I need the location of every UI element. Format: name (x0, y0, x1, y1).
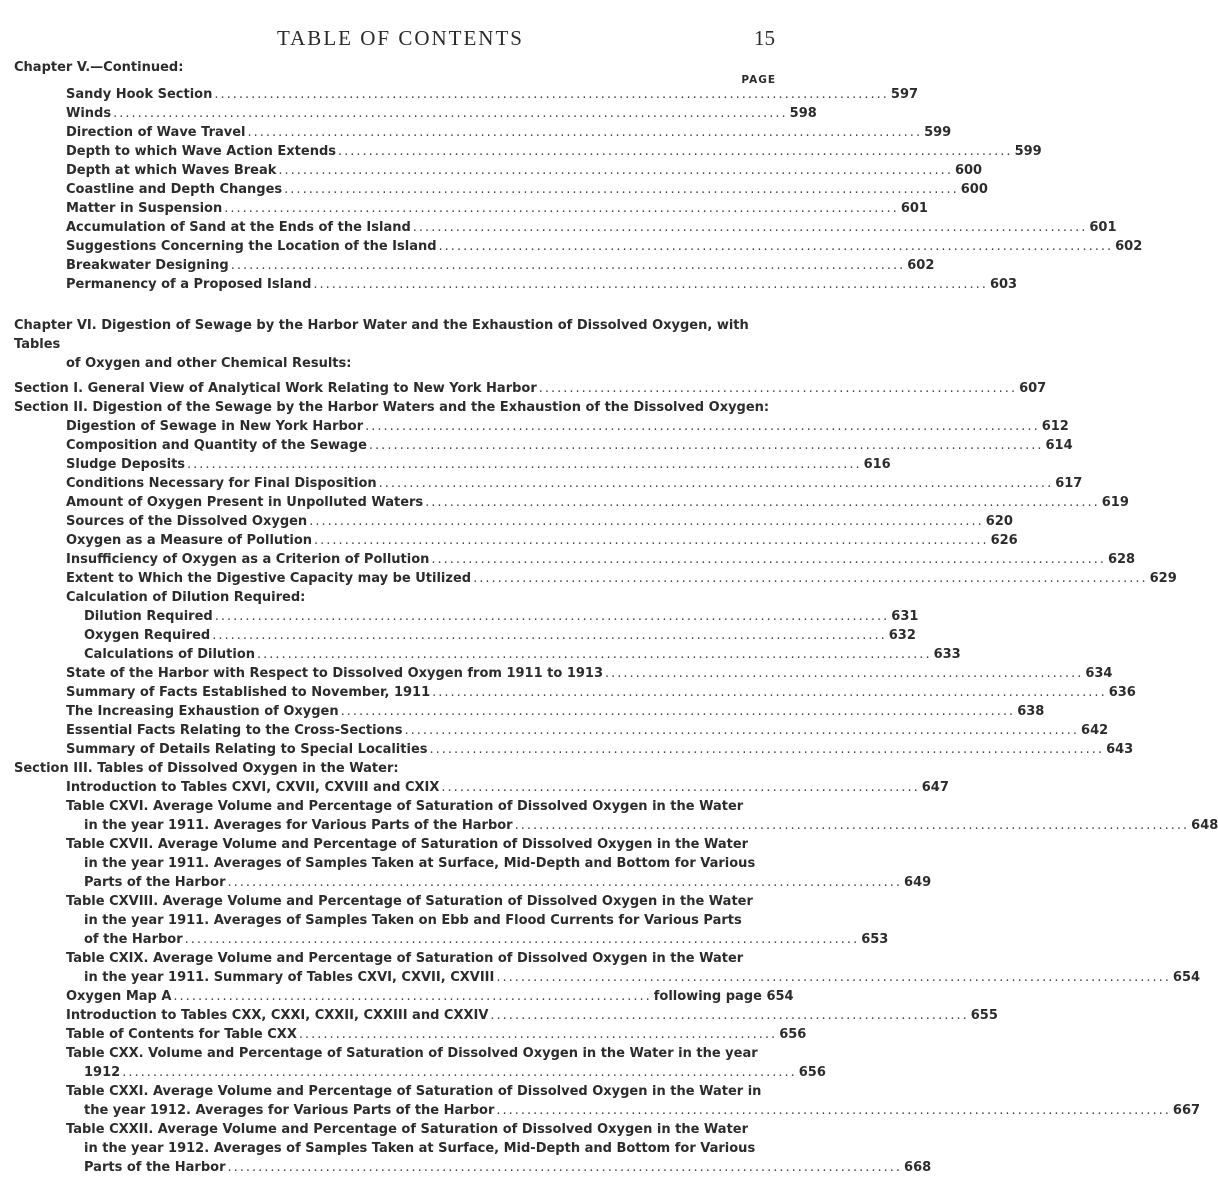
section-1-page: 607 (1019, 381, 1047, 396)
page-number: 15 (754, 26, 775, 50)
leader-dots: .............................................................................................................. (431, 552, 1106, 567)
toc-entry-label: Dilution Required (84, 609, 213, 624)
toc-entry-label: Summary of Facts Established to November, 1911 (66, 685, 431, 700)
leader-dots: .............................................................................................................. (432, 685, 1107, 700)
map-page: following page 654 (653, 989, 794, 1004)
section-3-heading: Section III. Tables of Dissolved Oxygen in the Water: (14, 761, 399, 776)
toc-entry[interactable] (14, 436, 1073, 455)
chapter-vi-heading-cont: of Oxygen and other Chemical Results: (66, 356, 352, 371)
chapter-v-entries (14, 85, 1143, 294)
tables2-entries (14, 1044, 1201, 1177)
toc-entry-label: Depth at which Waves Break (66, 163, 277, 178)
calculation-entries (14, 607, 961, 664)
page-header (0, 26, 801, 50)
toc-entry[interactable] (14, 645, 961, 664)
table-entry-line: Table CXXII. Average Volume and Percentage of Saturation of Dissolved Oxygen in the Water (66, 1122, 749, 1137)
toc-entry-page: 599 (924, 125, 952, 140)
contents-cxx-page: 656 (779, 1027, 807, 1042)
toc-entry-label: Composition and Quantity of the Sewage (66, 438, 367, 453)
toc-entry-label: Extent to Which the Digestive Capacity may be Utilized (66, 571, 472, 586)
toc-entry-label: Amount of Oxygen Present in Unpolluted Waters (66, 495, 424, 510)
toc-entry[interactable] (14, 455, 891, 474)
intro2-label: Introduction to Tables CXX, CXXI, CXXII, CXXIII and CXXIV (66, 1008, 489, 1023)
toc-entry[interactable] (14, 161, 983, 180)
toc-entry-label: Suggestions Concerning the Location of the Island (66, 239, 437, 254)
table-entry-line: Table CXVI. Average Volume and Percentage of Saturation of Dissolved Oxygen in the Water (66, 799, 744, 814)
toc-entry-label: Essential Facts Relating to the Cross-Sections (66, 723, 403, 738)
toc-entry-page: 598 (789, 106, 817, 121)
toc-entry[interactable] (14, 142, 1042, 161)
toc-content (14, 58, 1218, 1177)
table-entry-line: Table CXX. Volume and Percentage of Saturation of Dissolved Oxygen in the Water in the year (66, 1046, 758, 1061)
table-entry-label: 1912 (84, 1065, 121, 1080)
chapter-vi-heading: Chapter VI. Digestion of Sewage by the Harbor Water and the Exhaustion of Dissolved Oxygen, with Tables (14, 318, 749, 352)
chapter-v-heading: Chapter V.—Continued: (14, 60, 184, 75)
toc-entry-label: The Increasing Exhaustion of Oxygen (66, 704, 339, 719)
toc-entry-page: 601 (1089, 220, 1117, 235)
state-label: State of the Harbor with Respect to Dissolved Oxygen from 1911 to 1913 (66, 666, 604, 681)
table-entry[interactable] (14, 835, 932, 892)
toc-entry-label: Calculations of Dilution (84, 647, 256, 662)
table-entry[interactable] (14, 892, 889, 949)
toc-entry-label: Sandy Hook Section (66, 87, 213, 102)
toc-entry-page: 629 (1149, 571, 1177, 586)
section-2-entries (14, 417, 1177, 588)
toc-entry-page: 643 (1106, 742, 1134, 757)
leader-dots: .............................................................................................................. (496, 970, 1171, 985)
state-entries (14, 683, 1136, 759)
leader-dots: .............................................................................................................. (212, 628, 887, 643)
toc-entry-page: 638 (1017, 704, 1045, 719)
leader-dots: .............................................................................................................. (113, 106, 788, 121)
toc-entry-label: Matter in Suspension (66, 201, 223, 216)
leader-dots: .............................................................................................................. (227, 875, 903, 890)
table-entry-label: in the year 1911. Averages for Various Parts of the Harbor (84, 818, 513, 833)
page-column-label: PAGE (741, 74, 776, 86)
leader-dots: .............................................................................................................. (184, 932, 860, 947)
leader-dots: .............................................................................................................. (247, 125, 923, 140)
calculation-heading: Calculation of Dilution Required: (66, 590, 306, 605)
leader-dots: .............................................................................................................. (309, 514, 984, 529)
table-entry[interactable] (14, 949, 1201, 987)
table-entry-line: Table CXVII. Average Volume and Percentage of Saturation of Dissolved Oxygen in the Water (66, 837, 749, 852)
toc-entry-page: 631 (891, 609, 919, 624)
map-label: Oxygen Map A (66, 989, 172, 1004)
toc-entry[interactable] (14, 123, 952, 142)
leader-dots: .............................................................................................................. (230, 258, 906, 273)
leader-dots: .............................................................................................................. (313, 277, 988, 292)
table-entry[interactable] (14, 1082, 1201, 1120)
toc-entry-page: 620 (985, 514, 1013, 529)
toc-entry[interactable]: Table of Contents for Table CXX .............................................................................. 656 (66, 1027, 807, 1042)
toc-entry[interactable] (14, 683, 1136, 702)
toc-entry[interactable] (14, 417, 1069, 436)
toc-entry-label: Oxygen as a Measure of Pollution (66, 533, 313, 548)
toc-entry-page: 642 (1081, 723, 1109, 738)
toc-entry-label: Coastline and Depth Changes (66, 182, 283, 197)
toc-entry-label: Winds (66, 106, 112, 121)
toc-entry[interactable] (14, 531, 1018, 550)
toc-entry-label: Depth to which Wave Action Extends (66, 144, 336, 159)
leader-dots: .............................................................................................................. (257, 647, 932, 662)
toc-entry[interactable] (14, 607, 919, 626)
toc-entry-label: Oxygen Required (84, 628, 211, 643)
toc-entry[interactable] (14, 256, 935, 275)
toc-entry-page: 628 (1107, 552, 1136, 567)
table-entry-page: 654 (1172, 970, 1201, 985)
toc-entry-page: 614 (1045, 438, 1073, 453)
leader-dots: .............................................................................................................. (338, 144, 1013, 159)
toc-entry[interactable]: Oxygen Map A .............................................................................. following page 654 (66, 989, 794, 1004)
table-entry[interactable] (14, 1044, 826, 1082)
intro-page: 647 (921, 780, 949, 795)
toc-entry[interactable] (14, 199, 928, 218)
contents-cxx-label: Table of Contents for Table CXX (66, 1027, 297, 1042)
toc-entry-page: 636 (1108, 685, 1136, 700)
leader-dots: .............................................................................................................. (214, 609, 890, 624)
toc-entry[interactable] (14, 237, 1143, 256)
intro-label: Introduction to Tables CXVI, CXVII, CXVIII and CXIX (66, 780, 440, 795)
intro2-page: 655 (970, 1008, 998, 1023)
table-entry-label: Parts of the Harbor (84, 875, 226, 890)
toc-entry[interactable] (14, 512, 1013, 531)
leader-dots: .............................................................................................................. (378, 476, 1054, 491)
toc-entry[interactable] (14, 721, 1109, 740)
table-entry[interactable] (14, 797, 1218, 835)
toc-entry-page: 602 (907, 258, 935, 273)
toc-entry-page: 600 (960, 182, 988, 197)
leader-dots: .............................................................................................................. (122, 1065, 797, 1080)
leader-dots: .............................................................................................................. (496, 1103, 1171, 1118)
table-entry-label: of the Harbor (84, 932, 183, 947)
toc-entry-label: Summary of Details Relating to Special Localities (66, 742, 428, 757)
table-entry-line: in the year 1911. Averages of Samples Taken on Ebb and Flood Currents for Various Parts (84, 913, 742, 928)
leader-dots: .............................................................................................................. (473, 571, 1148, 586)
leader-dots: .............................................................................................................. (314, 533, 989, 548)
toc-entry-page: 632 (888, 628, 916, 643)
toc-entry-page: 619 (1101, 495, 1129, 510)
leader-dots: .............................................................................................................. (284, 182, 959, 197)
table-entry-label: the year 1912. Averages for Various Parts of the Harbor (84, 1103, 495, 1118)
toc-entry[interactable]: Introduction to Tables CXVI, CXVII, CXVIII and CXIX .............................................................................. 647 (66, 780, 949, 795)
table-entry-label: in the year 1911. Summary of Tables CXVI, CXVII, CXVIII (84, 970, 495, 985)
leader-dots: .............................................................................................................. (278, 163, 953, 178)
tables-entries (14, 797, 1218, 987)
table-entry-page: 649 (904, 875, 932, 890)
toc-entry-page: 626 (990, 533, 1018, 548)
toc-entry-page: 602 (1115, 239, 1143, 254)
toc-entry-label: Sludge Deposits (66, 457, 186, 472)
table-entry-label: Parts of the Harbor (84, 1160, 226, 1175)
toc-entry-label: Sources of the Dissolved Oxygen (66, 514, 308, 529)
table-entry-line: Table CXIX. Average Volume and Percentage of Saturation of Dissolved Oxygen in the Water (66, 951, 744, 966)
toc-entry-page: 600 (954, 163, 983, 178)
toc-entry[interactable] (14, 104, 817, 123)
section-1-label: Section I. General View of Analytical Work Relating to New York Harbor (14, 381, 537, 396)
toc-entry-page: 633 (933, 647, 961, 662)
leader-dots: .............................................................................................................. (365, 419, 1040, 434)
toc-entry-label: Direction of Wave Travel (66, 125, 246, 140)
toc-entry-page: 603 (989, 277, 1018, 292)
section-2-heading: Section II. Digestion of the Sewage by the Harbor Waters and the Exhaustion of the Dissolved Oxygen: (14, 400, 770, 415)
leader-dots: .............................................................................................................. (514, 818, 1190, 833)
leader-dots: .............................................................................................................. (429, 742, 1105, 757)
toc-entry-label: Conditions Necessary for Final Disposition (66, 476, 377, 491)
table-entry-line: in the year 1911. Averages of Samples Taken at Surface, Mid-Depth and Bottom for Various (84, 856, 756, 871)
leader-dots: .............................................................................................................. (187, 457, 862, 472)
leader-dots: .............................................................................................................. (425, 495, 1100, 510)
toc-entry[interactable] (14, 550, 1136, 569)
table-entry-page: 667 (1172, 1103, 1201, 1118)
toc-entry[interactable] (14, 218, 1117, 237)
leader-dots: .............................................................................................................. (412, 220, 1088, 235)
state-page: 634 (1085, 666, 1113, 681)
toc-entry[interactable] (14, 626, 916, 645)
toc-entry-page: 597 (890, 87, 919, 102)
toc-entry[interactable]: Section I. General View of Analytical Work Relating to New York Harbor .............................................................................. 607 (14, 381, 1047, 396)
toc-entry-label: Breakwater Designing (66, 258, 229, 273)
leader-dots: .............................................................................................................. (438, 239, 1114, 254)
toc-entry-page: 601 (900, 201, 928, 216)
table-entry-page: 668 (904, 1160, 932, 1175)
leader-dots: .............................................................................................................. (214, 87, 889, 102)
leader-dots: .............................................................................................................. (227, 1160, 903, 1175)
toc-entry-page: 616 (863, 457, 891, 472)
leader-dots: .............................................................................................................. (340, 704, 1016, 719)
toc-entry-label: Insufficiency of Oxygen as a Criterion of Pollution (66, 552, 430, 567)
toc-entry-page: 599 (1014, 144, 1042, 159)
table-entry-page: 648 (1191, 818, 1218, 833)
table-entry-line: Table CXXI. Average Volume and Percentage of Saturation of Dissolved Oxygen in the Water in (66, 1084, 762, 1099)
toc-entry[interactable]: State of the Harbor with Respect to Dissolved Oxygen from 1911 to 1913 .............................................................................. 634 (66, 666, 1113, 681)
table-entry-page: 653 (861, 932, 889, 947)
toc-entry-label: Accumulation of Sand at the Ends of the Island (66, 220, 411, 235)
leader-dots: .............................................................................................................. (404, 723, 1080, 738)
toc-entry-page: 617 (1055, 476, 1083, 491)
toc-entry[interactable]: Introduction to Tables CXX, CXXI, CXXII, CXXIII and CXXIV .............................................................................. 655 (66, 1008, 998, 1023)
table-entry-line: in the year 1912. Averages of Samples Taken at Surface, Mid-Depth and Bottom for Various (84, 1141, 756, 1156)
toc-entry[interactable] (14, 180, 988, 199)
toc-entry[interactable] (14, 702, 1045, 721)
table-entry-page: 656 (798, 1065, 826, 1080)
toc-entry[interactable] (14, 740, 1134, 759)
toc-entry[interactable] (14, 493, 1129, 512)
toc-entry-page: 612 (1041, 419, 1069, 434)
toc-entry-label: Permanency of a Proposed Island (66, 277, 312, 292)
toc-entry[interactable] (14, 85, 919, 104)
running-title: TABLE OF CONTENTS (277, 26, 524, 50)
toc-entry[interactable] (14, 569, 1177, 588)
toc-entry[interactable] (14, 275, 1018, 294)
table-entry-line: Table CXVIII. Average Volume and Percentage of Saturation of Dissolved Oxygen in the Water (66, 894, 753, 909)
leader-dots: .............................................................................................................. (224, 201, 899, 216)
toc-entry-label: Digestion of Sewage in New York Harbor (66, 419, 364, 434)
toc-entry[interactable] (14, 474, 1083, 493)
leader-dots: .............................................................................................................. (368, 438, 1044, 453)
table-entry[interactable] (14, 1120, 932, 1177)
